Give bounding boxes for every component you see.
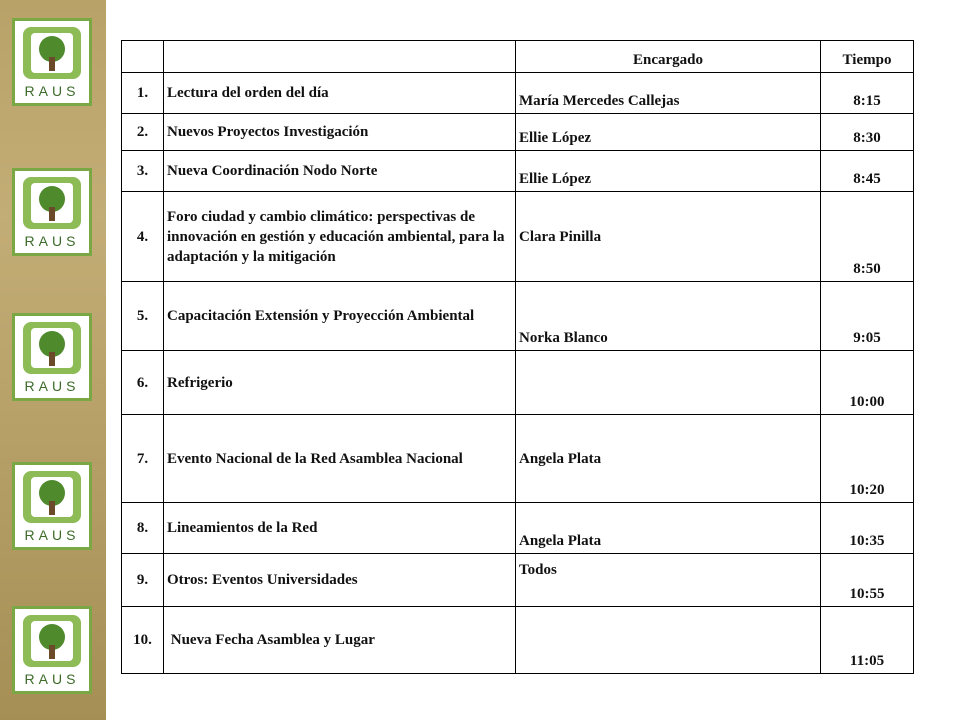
logo-text: RAUS (24, 527, 80, 543)
row-topic: Refrigerio (164, 351, 516, 415)
table-row (122, 282, 914, 351)
header-cell (122, 41, 164, 73)
row-topic: Lineamientos de la Red (164, 503, 516, 554)
row-owner: Angela Plata (516, 415, 821, 503)
tree-icon (17, 611, 87, 673)
row-time: 10:35 (821, 503, 914, 554)
agenda-table (121, 40, 914, 674)
table-row (122, 503, 914, 554)
row-owner (516, 607, 821, 674)
header-encargado: Encargado (516, 41, 821, 73)
row-number: 2. (122, 114, 164, 151)
row-topic: Nueva Coordinación Nodo Norte (164, 151, 516, 192)
row-time: 9:05 (821, 282, 914, 351)
raus-logo (12, 313, 92, 401)
row-owner: Norka Blanco (516, 282, 821, 351)
row-number: 9. (122, 554, 164, 607)
table-row (122, 73, 914, 114)
row-time: 8:50 (821, 192, 914, 282)
header-tiempo: Tiempo (821, 41, 914, 73)
row-time: 8:45 (821, 151, 914, 192)
row-owner: Clara Pinilla (516, 192, 821, 282)
table-row (122, 151, 914, 192)
table-row (122, 607, 914, 674)
row-topic: Otros: Eventos Universidades (164, 554, 516, 607)
row-topic: Nuevos Proyectos Investigación (164, 114, 516, 151)
sidebar (0, 0, 106, 720)
row-number: 7. (122, 415, 164, 503)
row-topic: Capacitación Extensión y Proyección Ambiental (164, 282, 516, 351)
raus-logo (12, 462, 92, 550)
row-number: 10. (122, 607, 164, 674)
tree-icon (17, 23, 87, 85)
row-owner: Ellie López (516, 151, 821, 192)
row-time: 10:55 (821, 554, 914, 607)
row-number: 4. (122, 192, 164, 282)
row-number: 8. (122, 503, 164, 554)
tree-icon (17, 318, 87, 380)
row-topic: Evento Nacional de la Red Asamblea Nacional (164, 415, 516, 503)
row-time: 10:20 (821, 415, 914, 503)
row-number: 1. (122, 73, 164, 114)
table-row (122, 192, 914, 282)
raus-logo (12, 18, 92, 106)
tree-icon (17, 173, 87, 235)
row-owner: María Mercedes Callejas (516, 73, 821, 114)
row-number: 5. (122, 282, 164, 351)
logo-text: RAUS (24, 233, 80, 249)
raus-logo (12, 606, 92, 694)
row-time: 8:15 (821, 73, 914, 114)
row-owner: Angela Plata (516, 503, 821, 554)
logo-text: RAUS (24, 671, 80, 687)
header-cell (164, 41, 516, 73)
row-topic: Foro ciudad y cambio climático: perspectivas de innovación en gestión y educación ambiental, para la adaptación y la mitigación (164, 192, 516, 282)
row-number: 6. (122, 351, 164, 415)
table-row (122, 554, 914, 607)
table-row (122, 351, 914, 415)
raus-logo (12, 168, 92, 256)
table-row (122, 415, 914, 503)
table-header-row (122, 41, 914, 73)
row-number: 3. (122, 151, 164, 192)
row-owner: Todos (516, 554, 821, 607)
tree-icon (17, 467, 87, 529)
row-owner: Ellie López (516, 114, 821, 151)
row-time: 11:05 (821, 607, 914, 674)
logo-text: RAUS (24, 83, 80, 99)
row-topic: Lectura del orden del día (164, 73, 516, 114)
logo-text: RAUS (24, 378, 80, 394)
table-row (122, 114, 914, 151)
row-topic: Nueva Fecha Asamblea y Lugar (164, 607, 516, 674)
row-time: 8:30 (821, 114, 914, 151)
row-time: 10:00 (821, 351, 914, 415)
row-owner (516, 351, 821, 415)
